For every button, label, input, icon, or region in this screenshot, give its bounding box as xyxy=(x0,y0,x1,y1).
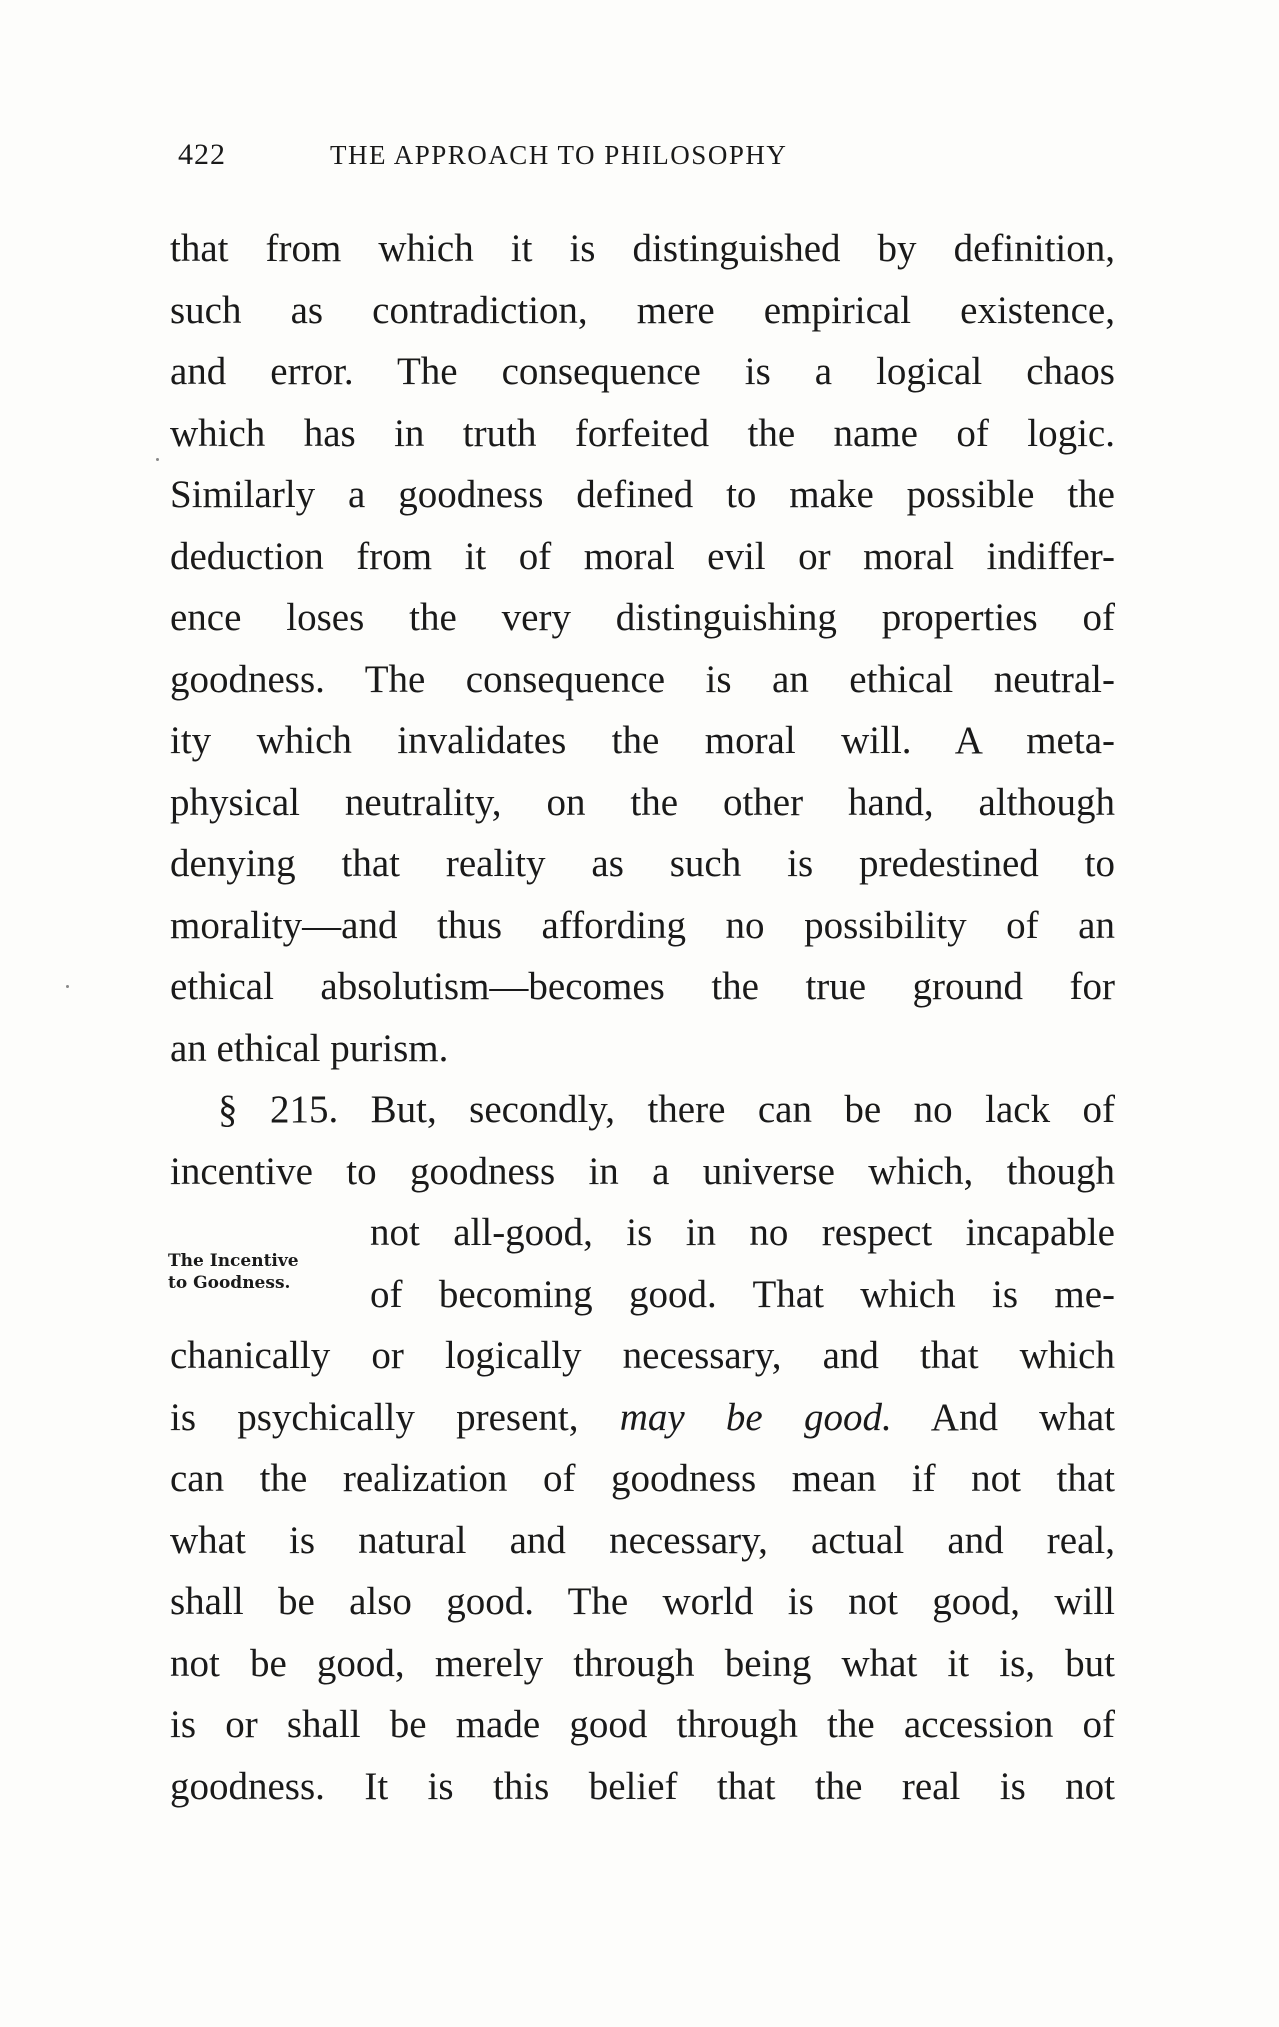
text-line: such as contradiction, mere empirical existence, xyxy=(170,288,1115,332)
running-title: THE APPROACH TO PHILOSOPHY xyxy=(330,140,788,170)
text-line: denying that reality as such is predestined to xyxy=(170,842,1115,885)
text-line: is or shall be made good through the accession of xyxy=(170,1703,1115,1746)
text-line: can the realization of goodness mean if not that xyxy=(170,1457,1115,1500)
margin-note-line: to Goodness. xyxy=(168,1273,291,1293)
text-line: which has in truth forfeited the name of logic. xyxy=(170,411,1115,455)
text-line: what is natural and necessary, actual and real, xyxy=(170,1518,1115,1562)
text-line: incentive to goodness in a universe which, though xyxy=(170,1149,1115,1193)
text-line: ethical absolutism—becomes the true ground for xyxy=(170,965,1115,1008)
text-line: goodness. It is this belief that the real is not xyxy=(170,1764,1115,1808)
text-line: that from which it is distinguished by definition, xyxy=(170,227,1115,270)
text-line: of becoming good. That which is me- xyxy=(370,1272,1115,1316)
text-line: not all-good, is in no respect incapable xyxy=(370,1211,1115,1254)
body-text xyxy=(170,218,1115,1817)
page-header xyxy=(178,138,1078,178)
page-number: 422 xyxy=(178,138,226,171)
text-line: and error. The consequence is a logical chaos xyxy=(170,350,1115,393)
text-line: Similarly a goodness defined to make possible the xyxy=(170,473,1115,516)
text-line: not be good, merely through being what it is, but xyxy=(170,1641,1115,1685)
text-line: deduction from it of moral evil or moral indiffer- xyxy=(170,534,1115,578)
text-line: ence loses the very distinguishing properties of xyxy=(170,596,1115,639)
text-line: shall be also good. The world is not good, will xyxy=(170,1580,1115,1623)
text-fragment: And what xyxy=(891,1395,1115,1439)
text-line: morality—and thus affording no possibility of an xyxy=(170,903,1115,947)
paper-speck xyxy=(156,458,159,461)
text-line: § 215. But, secondly, there can be no lack of xyxy=(218,1088,1115,1131)
paper-speck xyxy=(66,985,69,988)
text-line: goodness. The consequence is an ethical neutral- xyxy=(170,657,1115,701)
italic-phrase: may be good. xyxy=(619,1395,892,1439)
text-fragment: is psychically present, xyxy=(170,1395,620,1439)
text-line: chanically or logically necessary, and that which xyxy=(170,1334,1115,1377)
text-line: ity which invalidates the moral will. A meta- xyxy=(170,719,1115,762)
margin-note-line: The Incentive xyxy=(168,1251,299,1271)
text-line xyxy=(170,1387,1115,1449)
text-line: physical neutrality, on the other hand, although xyxy=(170,780,1115,824)
text-line: an ethical purism. xyxy=(170,1026,449,1070)
